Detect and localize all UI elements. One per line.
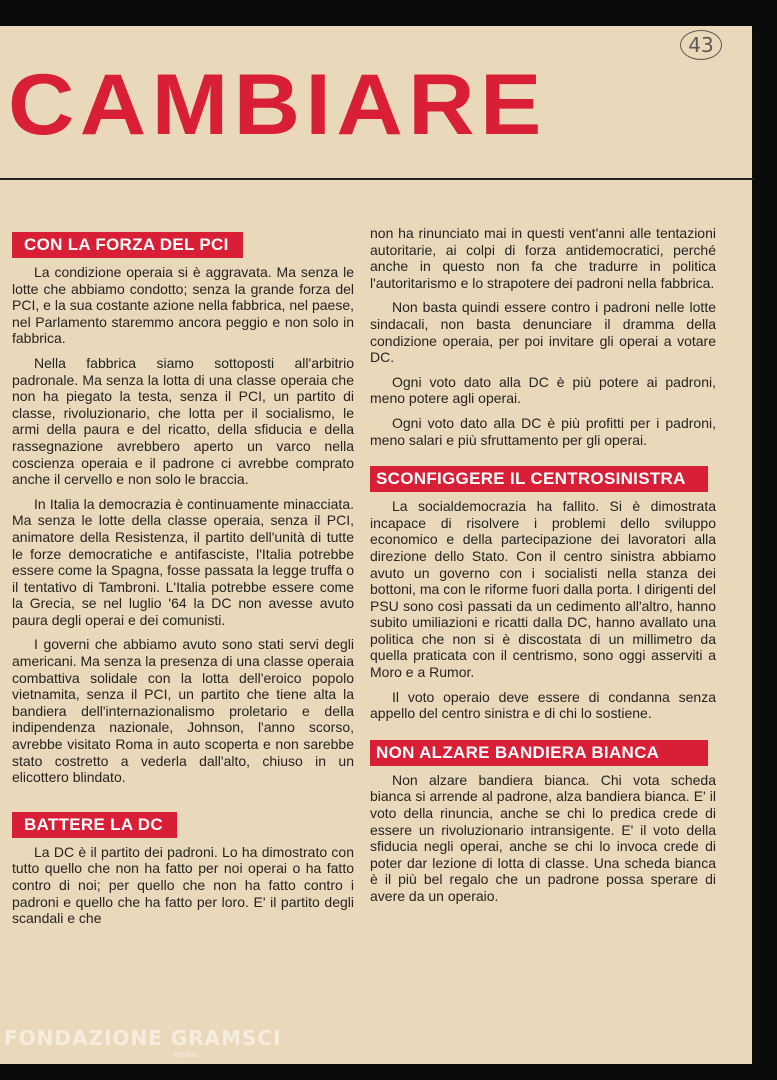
right-column [370,225,716,913]
section-heading-bandiera-bianca: NON ALZARE BANDIERA BIANCA [370,740,708,766]
paragraph: La DC è il partito dei padroni. Lo ha dimostrato con tutto quello che non ha fatto per noi operai o ha fatto contro di noi; per quello che non ha fatto contro i padroni e quello che ha fatto per loro. E' il partito degli scandali e che [12,843,354,927]
paragraph: Ogni voto dato alla DC è più potere ai padroni, meno potere agli operai. [370,373,716,407]
paragraph: La socialdemocrazia ha fallito. Si è dimostrata incapace di risolvere i problemi dello sviluppo economico e della partecipazione dei lavoratori alla direzione dello Stato. Con il centro sinistra abbiamo avuto un governo con i socialisti nella stanza dei bottoni, ma con le riforme fuori dalla porta. I dirigenti del PSU sono così passati da un cedimento all'altro, hanno subito umiliazioni e ricatti dalla DC, hanno avallato una politica che non si è discostata di un millimetro da quella praticata con il centrismo, sono oggi asserviti a Moro e a Rumor. [370,498,716,681]
paragraph: Non basta quindi essere contro i padroni nelle lotte sindacali, non basta denunciare il dramma della condizione operaia, per poi invitare gli operai a votare DC. [370,299,716,366]
watermark-text: FONDAZIONE GRAMSCI [4,1026,282,1050]
left-column [12,232,354,935]
paragraph: I governi che abbiamo avuto sono stati servi degli americani. Ma senza la presenza di una classe operaia combattiva solidale con la lotta dell'eroico popolo vietnamita, senza il PCI, un partito che tiene alta la bandiera dell'internazionalismo proletario e della indipendenza nazionale, Johnson, l'anno scorso, avrebbe visitato Roma in auto scoperta e non sarebbe stato costretto a vederla dall'alto, chiuso in un elicottero blindato. [12,636,354,786]
document-page [0,26,752,1064]
archive-watermark [4,1026,282,1060]
section-heading-centrosinistra: SCONFIGGERE IL CENTROSINISTRA [370,466,708,492]
page-title: CAMBIARE [8,57,547,153]
section-heading-battere-dc: BATTERE LA DC [12,812,177,838]
divider [0,178,754,180]
section-heading-forza-pci: CON LA FORZA DEL PCI [12,232,243,258]
paragraph: Ogni voto dato alla DC è più profitti per i padroni, meno salari e più sfruttamento per gli operai. [370,414,716,448]
watermark-subtext: onlus [174,1050,199,1060]
paragraph: Il voto operaio deve essere di condanna senza appello del centro sinistra e di chi lo sostiene. [370,688,716,722]
paragraph: non ha rinunciato mai in questi vent'anni alle tentazioni autoritarie, ai colpi di forza antidemocratici, perché anche in questo non fa che tradurre in politica l'autoritarismo e lo strapotere dei padroni nella fabbrica. [370,225,716,291]
paragraph: La condizione operaia si è aggravata. Ma senza le lotte che abbiamo condotto; senza la grande forza del PCI, e la sua costante azione nella fabbrica, nel paese, nel Parlamento staremmo ancora peggio e non solo in fabbrica. [12,264,354,347]
page-number: 43 [680,30,722,60]
paragraph: Nella fabbrica siamo sottoposti all'arbitrio padronale. Ma senza la lotta di una classe operaia che non ha piegato la testa, senza il PCI, un partito di classe, rivoluzionario, che lotta per il socialismo, le armi della paura e del ricatto, della sfiducia e della rassegnazione avrebbero aperto un varco nella coscienza operaia e il padrone ci avrebbe comprato anche il cervello e non solo le braccia. [12,354,354,488]
paragraph: Non alzare bandiera bianca. Chi vota scheda bianca si arrende al padrone, alza bandiera bianca. E' il voto della rinuncia, anche se chi lo predica crede di essere un rivoluzionario intransigente. E' il voto della sfiducia negli operai, anche se chi lo invoca crede di poter dar lezione di lotta di classe. Una scheda bianca è il più bel regalo che un padrone possa sperare di avere da un operaio. [370,771,716,904]
paragraph: In Italia la democrazia è continuamente minacciata. Ma senza le lotte della classe operaia, senza il PCI, animatore della Resistenza, il partito dell'unità di tutte le forze democratiche e antifasciste, l'Italia potrebbe essere come la Spagna, fosse passata la legge truffa o il tentativo di Tambroni. L'Italia potrebbe essere come la Grecia, se nel luglio '64 la DC non avesse avuto paura degli operai e dei comunisti. [12,495,354,628]
